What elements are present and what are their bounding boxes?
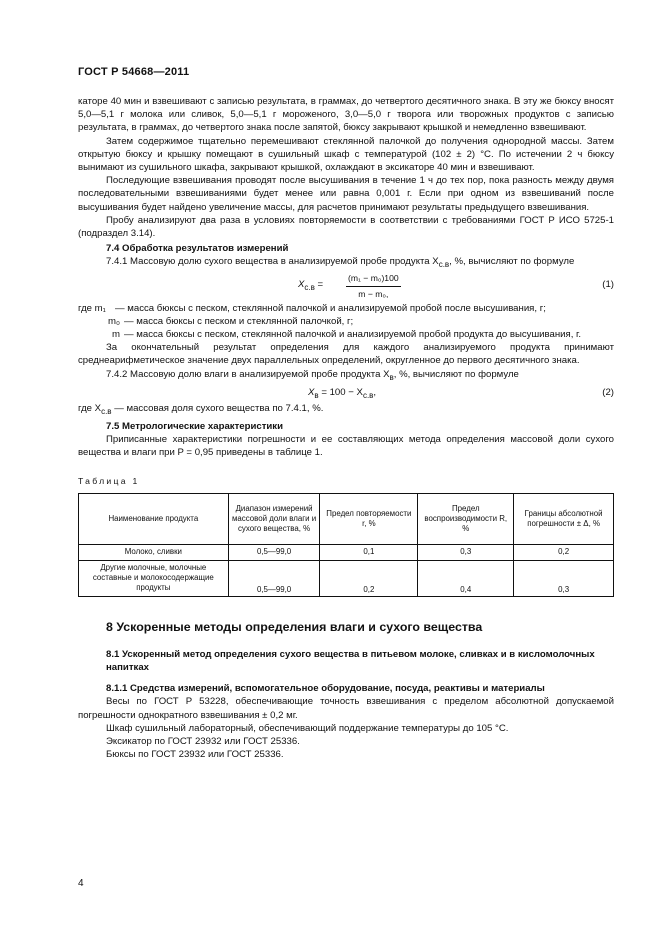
formula-2 [78, 384, 614, 402]
table-cell: 0,5—99,0 [228, 544, 320, 560]
legend-row: m — масса бюксы с песком, стеклянной палочкой и анализируемой пробой продукта до высушивания, г. [112, 328, 582, 340]
table-row [79, 560, 614, 596]
paragraph-continuation: каторе 40 мин и взвешивают с записью результата, в граммах, до четвертого десятичного знака. В эту же бюксу вносят 5,0—5,1 г молока или сливок, 5,0—5,1 г мороженого, 3,0—5,0 г творога или творожных продуктов с записью результата, в граммах, до четвертого знака после запятой, бюксу закрывают крышкой и немедленно взвешивают. [78, 96, 614, 134]
metrology-table [78, 493, 614, 597]
section-8-1-1-heading: 8.1.1 Средства измерений, вспомогательное оборудование, посуда, реактивы и материалы [106, 683, 545, 695]
table-cell: 0,2 [514, 544, 614, 560]
formula-2-expression: $X_в = 100 - X_{с.в}$, [308, 386, 377, 400]
document-header: ГОСТ Р 54668—2011 [78, 66, 190, 78]
table-cell: 0,2 [320, 560, 418, 596]
page-number: 4 [78, 878, 84, 889]
section-7-4-heading: 7.4 Обработка результатов измерений [106, 243, 289, 255]
paragraph-repeatability: Пробу анализируют два раза в условиях повторяемости в соответствии с требованиями ГОСТ Р ИСО 5725-1 (подраздел 3.14). [78, 214, 614, 240]
table-header-cell: Предел повторяемости r, % [320, 493, 418, 544]
formula-1-number: (1) [602, 278, 614, 290]
legend-row: m₀ — масса бюксы с песком и стеклянной палочкой, г; [108, 315, 354, 327]
table-caption: Таблица 1 [78, 476, 140, 487]
table-row [79, 544, 614, 560]
paragraph-7-4-2: 7.4.2 Массовую долю влаги в анализируемой пробе продукта $X_в$, %, вычисляют по формуле [106, 368, 519, 382]
table-cell: 0,3 [418, 544, 514, 560]
table-cell: 0,4 [418, 560, 514, 596]
formula-1-numerator: (m₁ − m₀)100 [346, 272, 401, 287]
table-cell: 0,5—99,0 [228, 560, 320, 596]
equipment-item: Бюксы по ГОСТ 23932 или ГОСТ 25336. [106, 749, 284, 761]
formula-1-lhs: $X_{с.в}$ = [298, 278, 324, 292]
section-7-5-heading: 7.5 Метрологические характеристики [106, 420, 284, 432]
paragraph-7-4-1: 7.4.1 Массовую долю сухого вещества в анализируемой пробе продукта $X_{с.в}$, %, вычисляют по формуле [106, 256, 575, 270]
paragraph-reweighing: Последующие взвешивания проводят после высушивания в течение 1 ч до тех пор, пока разность между двумя последовательными взвешиваниями будет менее или равна 0,001 г. Если при одном из взвешиваний после высушивания будет найдено увеличение массы, для расчетов принимают результаты предыдущего взвешивания. [78, 175, 614, 213]
legend-row: где m₁ — масса бюксы с песком, стеклянной палочкой и анализируемой пробой после высушивания, г; [78, 302, 546, 314]
formula-1-legend [78, 302, 614, 342]
formula-1 [78, 272, 614, 300]
formula-2-number: (2) [602, 386, 614, 398]
section-8-heading: 8 Ускоренные методы определения влаги и сухого вещества [106, 619, 483, 634]
equipment-item: Шкаф сушильный лабораторный, обеспечивающий поддержание температуры до 105 °С. [106, 722, 509, 734]
section-8-1-heading: 8.1 Ускоренный метод определения сухого вещества в питьевом молоке, сливках и в кисломолочных напитках [106, 648, 595, 673]
table-header-cell: Наименование продукта [79, 493, 229, 544]
equipment-item: Эксикатор по ГОСТ 23932 или ГОСТ 25336. [106, 736, 300, 748]
paragraph-final-result: За окончательный результат определения для каждого анализируемого продукта принимают среднеарифметическое значение двух параллельных определений, округленное до первого десятичного знака. [78, 342, 614, 367]
paragraph-7-5: Приписанные характеристики погрешности и ее составляющих метода определения массовой доли сухого вещества и влаги при P = 0,95 приведены в таблице 1. [78, 433, 614, 459]
formula-2-legend: где $X_{с.в}$ — массовая доля сухого вещества по 7.4.1, %. [78, 402, 324, 416]
paragraph-drying: Затем содержимое тщательно перемешивают стеклянной палочкой до получения однородной массы. Затем открытую бюксу и крышку помещают в сушильный шкаф с температурой (102 ± 2) °С. По истечении 2 ч бюксу вынимают из сушильного шкафа, закрывают крышкой, охлаждают в эксикаторе 40 мин и взвешивают. [78, 135, 614, 174]
table-cell: Молоко, сливки [79, 544, 229, 560]
table-cell: 0,1 [320, 544, 418, 560]
table-header-row [79, 493, 614, 544]
equipment-item: Весы по ГОСТ Р 53228, обеспечивающие точность взвешивания с пределом абсолютной допускаемой погрешности однократного взвешивания ± 0,2 мг. [78, 696, 614, 721]
table-header-cell: Диапазон измерений массовой доли влаги и сухого вещества, % [228, 493, 320, 544]
table-cell: Другие молочные, молочные составные и молокосодержащие продукты [79, 560, 229, 596]
table-header-cell: Границы абсолютной погрешности ± Δ, % [514, 493, 614, 544]
formula-1-denominator: m − m₀, [358, 288, 389, 299]
table-header-cell: Предел воспроизводимости R, % [418, 493, 514, 544]
document-body [78, 95, 614, 761]
table-cell: 0,3 [514, 560, 614, 596]
formula-1-fraction [346, 272, 401, 301]
